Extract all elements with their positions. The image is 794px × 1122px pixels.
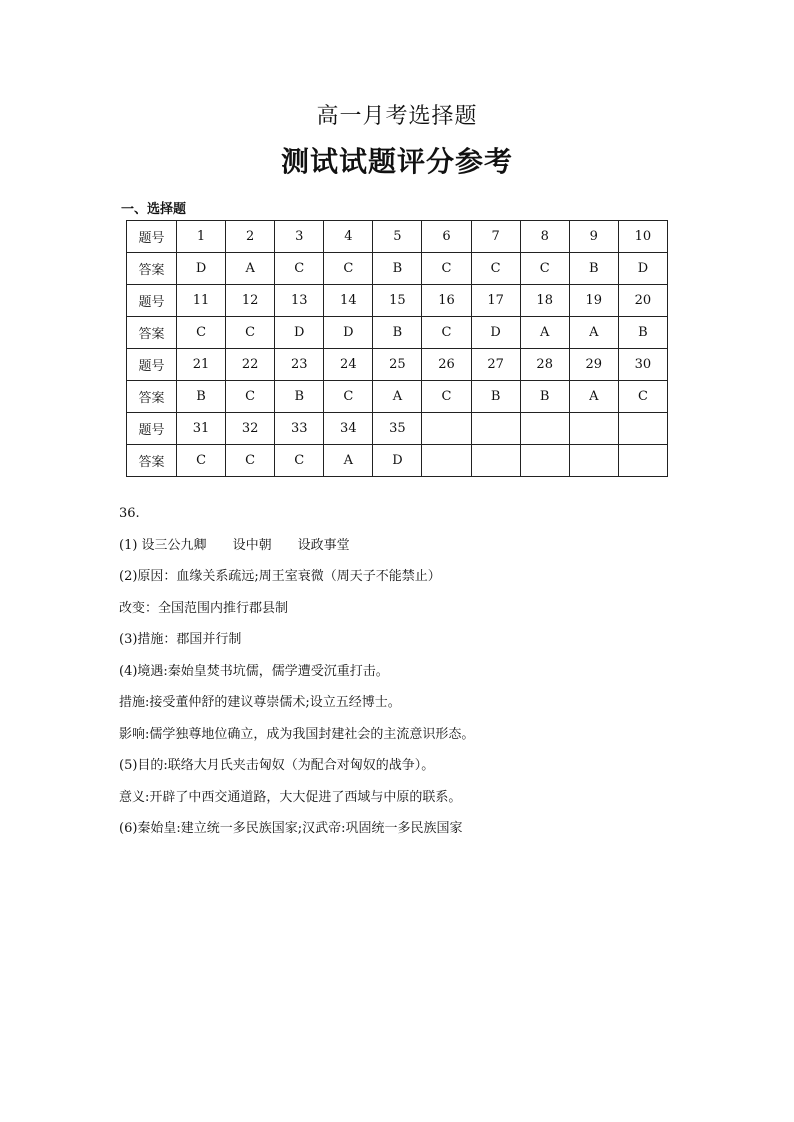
- question-number-cell: 11: [177, 285, 226, 317]
- answer-part-2-reason: (2)原因：血缘关系疏远;周王室衰微（周天子不能禁止）: [119, 569, 441, 584]
- page-subtitle: 测试试题评分参考: [280, 145, 513, 178]
- question-number-cell: 15: [373, 285, 422, 317]
- answer-cell: C: [177, 445, 226, 477]
- answer-cell: C: [275, 253, 324, 285]
- answer-part-1: [119, 535, 719, 567]
- answer-label: 答案: [127, 253, 177, 285]
- answer-cell: C: [177, 317, 226, 349]
- question-number-cell: 5: [373, 221, 422, 253]
- question-number-row: [127, 413, 668, 445]
- question-number-cell: 18: [520, 285, 569, 317]
- question-number-cell: 31: [177, 413, 226, 445]
- question-number-cell: 34: [324, 413, 373, 445]
- question-number-cell: [471, 413, 520, 445]
- answer-table-body: [127, 221, 668, 477]
- question-number-cell: 2: [226, 221, 275, 253]
- answer-cell: A: [324, 445, 373, 477]
- answer-cell: C: [422, 317, 471, 349]
- question-number-cell: 23: [275, 349, 324, 381]
- question-number-cell: 27: [471, 349, 520, 381]
- question-number-cell: 1: [177, 221, 226, 253]
- question-number-cell: 8: [520, 221, 569, 253]
- answer-cell: A: [569, 317, 618, 349]
- question-number-cell: 32: [226, 413, 275, 445]
- answer-cell: C: [226, 445, 275, 477]
- answer-part-6: (6)秦始皇:建立统一多民族国家;汉武帝:巩固统一多民族国家: [119, 821, 463, 836]
- answer-label: 答案: [127, 317, 177, 349]
- answer-row: [127, 445, 668, 477]
- question-number-cell: 14: [324, 285, 373, 317]
- answer-cell: A: [373, 381, 422, 413]
- answer-row: [127, 253, 668, 285]
- question-number-cell: 30: [618, 349, 667, 381]
- question-36-answer: [119, 503, 719, 850]
- answer-cell: [569, 445, 618, 477]
- answer-part-3: (3)措施：郡国并行制: [119, 632, 242, 647]
- question-number-cell: 9: [569, 221, 618, 253]
- answer-part-1-item-1: (1) 设三公九卿: [119, 537, 207, 553]
- question-number-cell: 28: [520, 349, 569, 381]
- answer-part-5-significance: 意义:开辟了中西交通道路，大大促进了西域与中原的联系。: [119, 789, 462, 805]
- question-number-cell: 35: [373, 413, 422, 445]
- question-number-cell: 3: [275, 221, 324, 253]
- answer-label: 答案: [127, 381, 177, 413]
- answer-cell: B: [373, 317, 422, 349]
- answer-cell: B: [520, 381, 569, 413]
- answer-cell: D: [471, 317, 520, 349]
- answer-cell: C: [275, 445, 324, 477]
- answer-cell: B: [569, 253, 618, 285]
- question-number-cell: 24: [324, 349, 373, 381]
- answer-cell: D: [275, 317, 324, 349]
- section-heading: 一、选择题: [121, 202, 187, 217]
- answer-part-2-change: 改变：全国范围内推行郡县制: [119, 600, 289, 616]
- question-number-label: 题号: [127, 221, 177, 253]
- answer-cell: C: [618, 381, 667, 413]
- answer-cell: [520, 445, 569, 477]
- question-number-cell: 25: [373, 349, 422, 381]
- question-number-cell: [618, 413, 667, 445]
- question-number-cell: 12: [226, 285, 275, 317]
- answer-cell: D: [618, 253, 667, 285]
- answer-cell: B: [471, 381, 520, 413]
- answer-part-1-item-3: 设政事堂: [297, 537, 350, 553]
- answer-part-1-item-2: 设中朝: [232, 537, 272, 553]
- answer-label: 答案: [127, 445, 177, 477]
- question-number-row: [127, 285, 668, 317]
- question-number-cell: [422, 413, 471, 445]
- page-title: 高一月考选择题: [316, 104, 478, 129]
- answer-cell: C: [226, 381, 275, 413]
- question-number-cell: 4: [324, 221, 373, 253]
- answer-part-5-purpose: (5)目的:联络大月氏夹击匈奴（为配合对匈奴的战争）。: [119, 758, 435, 773]
- answer-cell: B: [373, 253, 422, 285]
- answer-part-4-measure: 措施:接受董仲舒的建议尊崇儒术;设立五经博士。: [119, 695, 401, 710]
- question-number-cell: 6: [422, 221, 471, 253]
- question-number-cell: [520, 413, 569, 445]
- answer-cell: D: [373, 445, 422, 477]
- question-number-cell: 22: [226, 349, 275, 381]
- question-number-label: 题号: [127, 349, 177, 381]
- answer-cell: C: [324, 253, 373, 285]
- question-number-label: 题号: [127, 285, 177, 317]
- answer-cell: [618, 445, 667, 477]
- question-number-cell: 19: [569, 285, 618, 317]
- answer-cell: D: [324, 317, 373, 349]
- answer-cell: B: [618, 317, 667, 349]
- answer-table: [126, 220, 668, 477]
- answer-cell: C: [520, 253, 569, 285]
- answer-cell: A: [520, 317, 569, 349]
- question-number-cell: 20: [618, 285, 667, 317]
- answer-cell: A: [569, 381, 618, 413]
- question-number-cell: 13: [275, 285, 324, 317]
- question-number-cell: 29: [569, 349, 618, 381]
- answer-cell: C: [324, 381, 373, 413]
- question-number-cell: 26: [422, 349, 471, 381]
- answer-cell: C: [226, 317, 275, 349]
- answer-cell: [422, 445, 471, 477]
- answer-cell: A: [226, 253, 275, 285]
- question-number-label: 题号: [127, 413, 177, 445]
- question-number-cell: 7: [471, 221, 520, 253]
- answer-cell: [471, 445, 520, 477]
- answer-cell: C: [471, 253, 520, 285]
- question-number: 36.: [119, 506, 140, 521]
- question-number-row: [127, 221, 668, 253]
- question-number-cell: [569, 413, 618, 445]
- question-number-row: [127, 349, 668, 381]
- answer-cell: C: [422, 381, 471, 413]
- answer-row: [127, 381, 668, 413]
- answer-cell: B: [275, 381, 324, 413]
- answer-cell: C: [422, 253, 471, 285]
- question-number-cell: 33: [275, 413, 324, 445]
- answer-part-4-situation: (4)境遇:秦始皇焚书坑儒，儒学遭受沉重打击。: [119, 663, 389, 679]
- question-number-cell: 17: [471, 285, 520, 317]
- question-number-cell: 16: [422, 285, 471, 317]
- question-number-cell: 21: [177, 349, 226, 381]
- answer-cell: B: [177, 381, 226, 413]
- answer-row: [127, 317, 668, 349]
- question-number-cell: 10: [618, 221, 667, 253]
- answer-part-4-impact: 影响:儒学独尊地位确立，成为我国封建社会的主流意识形态。: [119, 726, 475, 742]
- answer-cell: D: [177, 253, 226, 285]
